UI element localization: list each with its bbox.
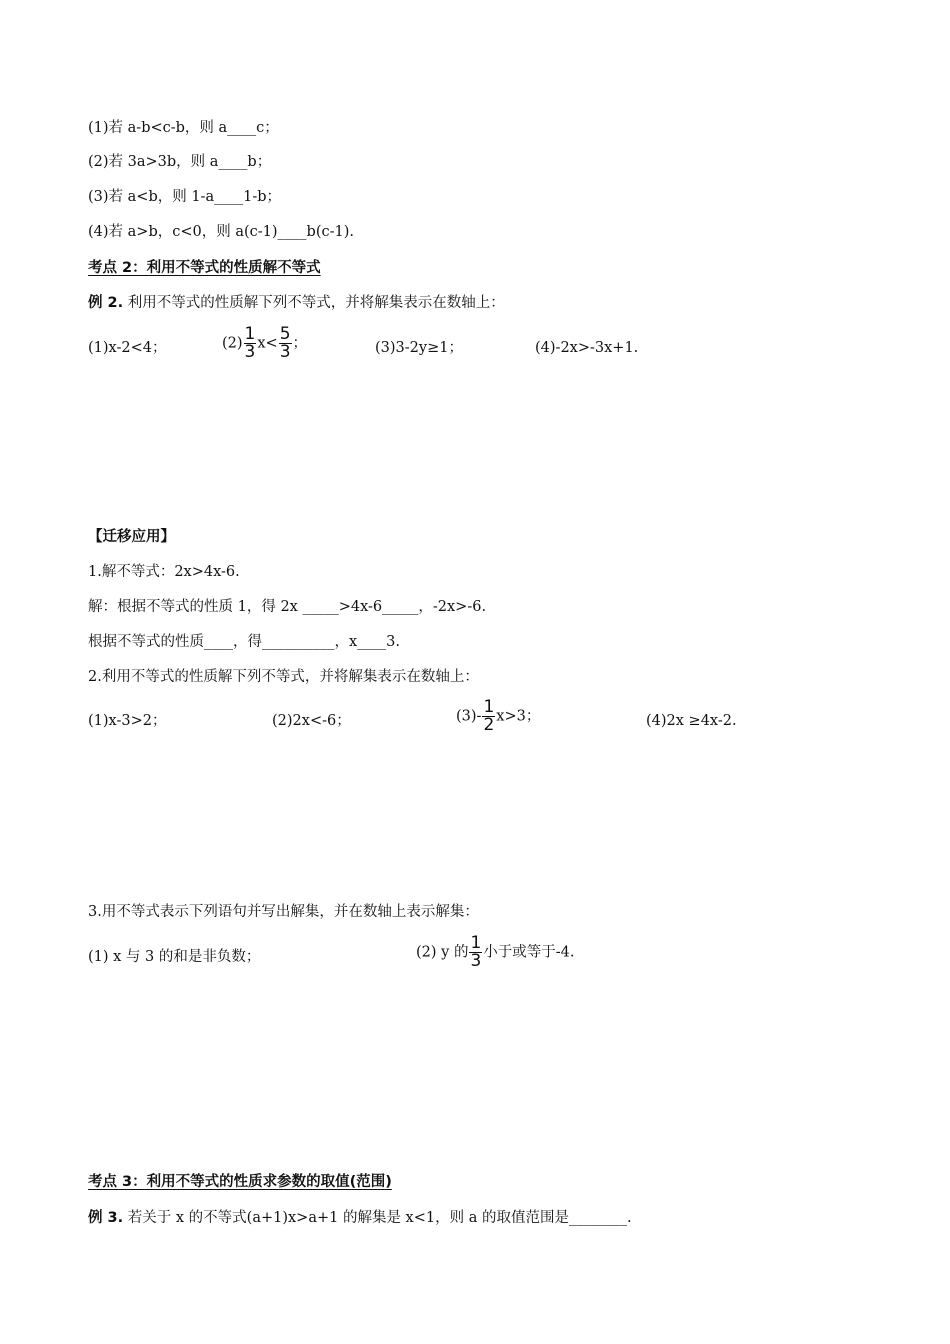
example2 [88, 293, 505, 313]
fraction-numerator: 5 [279, 324, 291, 344]
example2-q1: (1)x-2<4； [88, 340, 167, 356]
transfer-p2-q2: (2)2x<-6； [272, 713, 351, 729]
fraction-one-third [469, 935, 482, 970]
fraction-numerator: 1 [244, 324, 256, 344]
topic3-heading: 考点 3：利用不等式的性质求参数的取值(范围) [88, 1174, 392, 1190]
fraction-numerator: 1 [483, 697, 495, 717]
transfer-solution-1: 解：根据不等式的性质 1，得 2x _____>4x-6_____，-2x>-6. [88, 599, 487, 615]
example2-q4: (4)-2x>-3x+1. [535, 340, 639, 356]
example2-q3: (3)3-2y≥1； [375, 340, 463, 356]
fraction-denominator: 3 [244, 342, 256, 362]
transfer-p3-q1: (1) x 与 3 的和是非负数； [88, 949, 261, 965]
example3 [88, 1208, 632, 1228]
example3-text: 若关于 x 的不等式(a+1)x>a+1 的解集是 x<1，则 a 的取值范围是________. [127, 1210, 632, 1226]
exercise-item-4: (4)若 a>b，c<0，则 a(c-1)____b(c-1). [88, 224, 354, 240]
transfer-p3-q2-suffix: 小于或等于-4. [483, 944, 575, 961]
topic2-heading: 考点 2：利用不等式的性质解不等式 [88, 260, 321, 276]
transfer-p2-q4: (4)2x ≥4x-2. [646, 713, 737, 729]
transfer-problem-1: 1.解不等式：2x>4x-6. [88, 564, 240, 580]
example3-label: 例 3. [88, 1210, 124, 1226]
transfer-p2-q1: (1)x-3>2； [88, 713, 167, 729]
example2-q2 [222, 326, 307, 361]
example2-label: 例 2. [88, 295, 124, 311]
fraction-denominator: 3 [470, 951, 482, 971]
fraction-one-third [244, 326, 257, 361]
example2-q2-prefix: (2) [222, 335, 243, 352]
transfer-p3-q2-prefix: (2) y 的 [416, 944, 469, 961]
transfer-problem-2: 2.利用不等式的性质解下列不等式，并将解集表示在数轴上： [88, 669, 479, 685]
fraction-denominator: 2 [483, 715, 495, 735]
transfer-heading: 【迁移应用】 [88, 529, 175, 545]
exercise-item-3: (3)若 a<b，则 1-a____1-b； [88, 189, 282, 205]
transfer-solution-2: 根据不等式的性质____，得__________，x____3. [88, 634, 401, 650]
exercise-item-1: (1)若 a-b<c-b，则 a____c； [88, 120, 279, 136]
transfer-p3-q2 [416, 935, 575, 970]
transfer-p2-q3 [456, 699, 540, 734]
fraction-numerator: 1 [470, 933, 482, 953]
transfer-p2-q3-prefix: (3)- [456, 708, 482, 725]
transfer-problem-3: 3.用不等式表示下列语句并写出解集，并在数轴上表示解集： [88, 904, 479, 920]
transfer-p2-q3-suffix: x>3； [496, 708, 541, 725]
fraction-denominator: 3 [279, 342, 291, 362]
example2-q2-suffix: ； [292, 335, 308, 352]
example2-text: 利用不等式的性质解下列不等式，并将解集表示在数轴上： [127, 295, 505, 311]
fraction-five-thirds [279, 326, 292, 361]
exercise-item-2: (2)若 3a>3b，则 a____b； [88, 154, 272, 170]
example2-q2-mid: x< [257, 335, 278, 352]
fraction-one-half [482, 699, 495, 734]
